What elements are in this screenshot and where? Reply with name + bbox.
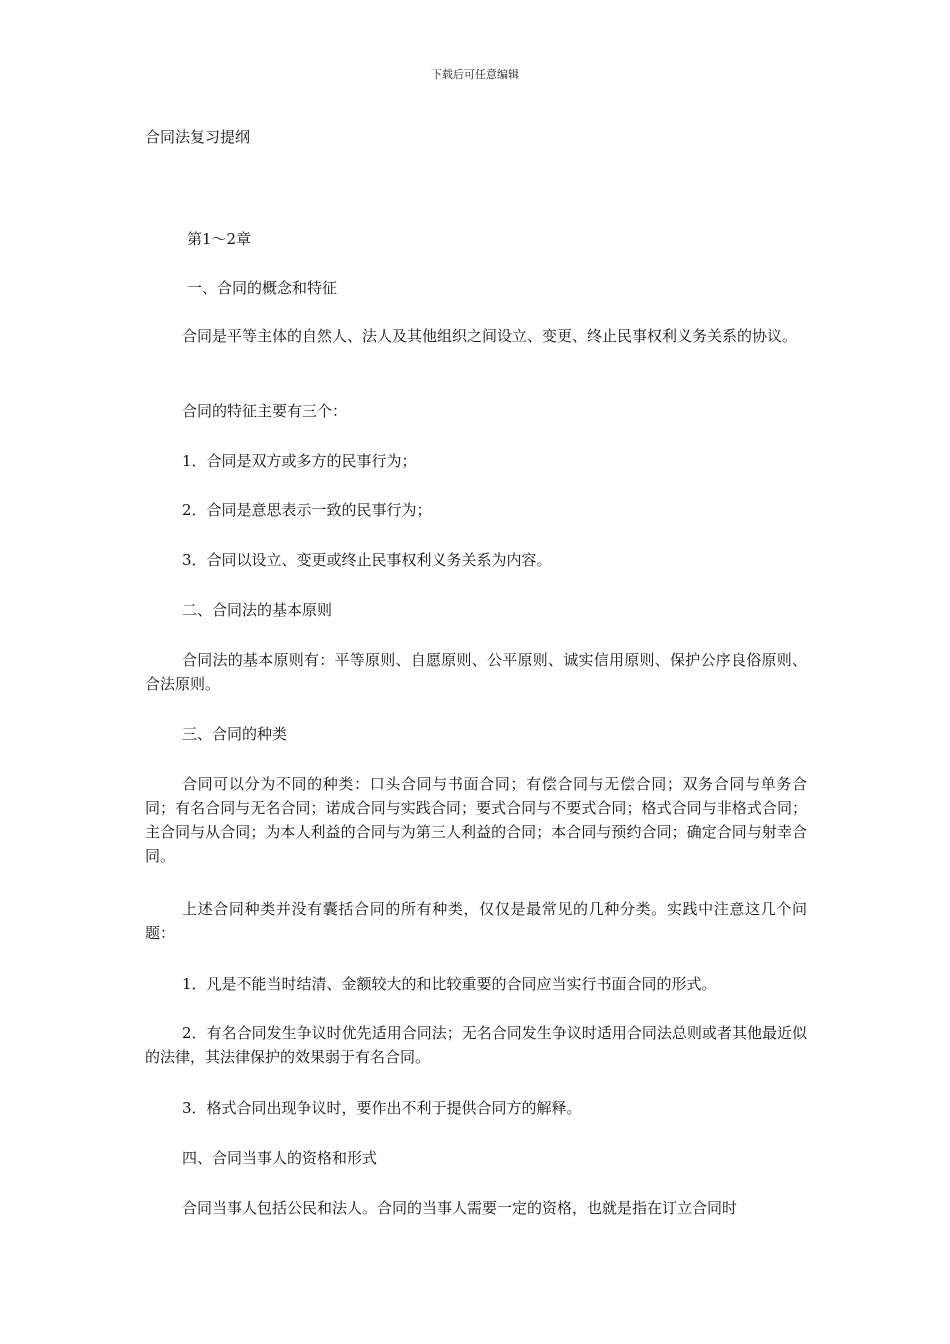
list-item: 1．合同是双方或多方的民事行为； bbox=[182, 452, 417, 470]
section-heading-3: 三、合同的种类 bbox=[182, 725, 288, 743]
list-item: 1．凡是不能当时结清、金额较大的和比较重要的合同应当实行书面合同的形式。 bbox=[182, 975, 717, 993]
section-heading-4: 四、合同当事人的资格和形式 bbox=[182, 1149, 378, 1167]
paragraph: 上述合同种类并没有囊括合同的所有种类，仅仅是最常见的几种分类。实践中注意这几个问题： bbox=[145, 900, 807, 942]
list-item: 2．合同是意思表示一致的民事行为； bbox=[182, 501, 432, 519]
paragraph: 合同的特征主要有三个： bbox=[182, 402, 348, 420]
list-item: 3．合同以设立、变更或终止民事权利义务关系为内容。 bbox=[182, 551, 552, 569]
header-note: 下载后可任意编辑 bbox=[431, 68, 519, 81]
document-title: 合同法复习提纲 bbox=[145, 128, 251, 146]
section-heading-1: 一、合同的概念和特征 bbox=[187, 279, 338, 297]
list-item: 3．格式合同出现争议时，要作出不利于提供合同方的解释。 bbox=[182, 1099, 582, 1117]
section-heading-2: 二、合同法的基本原则 bbox=[182, 601, 333, 619]
paragraph: 合同当事人包括公民和法人。合同的当事人需要一定的资格，也就是指在订立合同时 bbox=[182, 1199, 738, 1217]
list-item: 2．有名合同发生争议时优先适用合同法；无名合同发生争议时适用合同法总则或者其他最近似的法律，其法律保护的效果弱于有名合同。 bbox=[145, 1024, 807, 1066]
paragraph: 合同可以分为不同的种类：口头合同与书面合同；有偿合同与无偿合同；双务合同与单务合同；有名合同与无名合同；诺成合同与实践合同；要式合同与不要式合同；格式合同与非格式合同；主合同与从合同；为本人利益的合同与为第三人利益的合同；本合同与预约合同；确定合同与射幸合同。 bbox=[145, 775, 807, 865]
paragraph: 合同法的基本原则有：平等原则、自愿原则、公平原则、诚实信用原则、保护公序良俗原则、合法原则。 bbox=[145, 651, 807, 693]
paragraph: 合同是平等主体的自然人、法人及其他组织之间设立、变更、终止民事权利义务关系的协议。 bbox=[182, 327, 798, 345]
chapter-heading: 第1～2章 bbox=[187, 230, 252, 248]
